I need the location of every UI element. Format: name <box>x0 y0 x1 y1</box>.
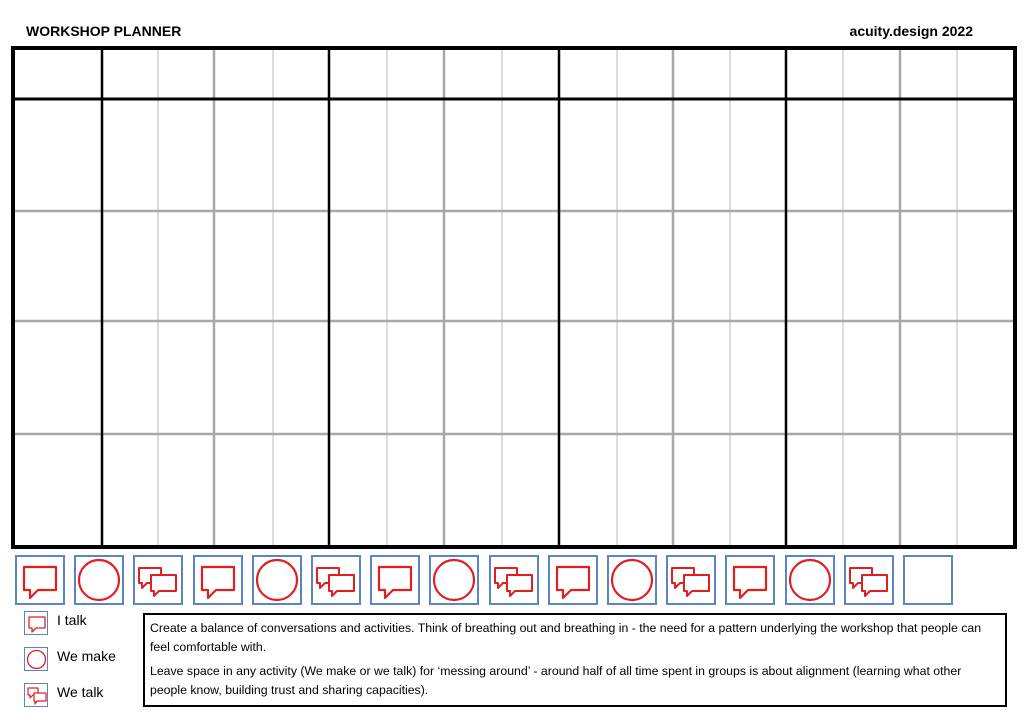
legend-item-i-talk <box>24 611 154 635</box>
activity-chip-i-talk[interactable] <box>725 555 775 605</box>
speech-bubble-icon <box>24 611 48 635</box>
activity-chip-we-talk[interactable] <box>311 555 361 605</box>
activity-chip-we-make[interactable] <box>429 555 479 605</box>
activity-chip-we-make[interactable] <box>252 555 302 605</box>
legend-label: We talk <box>57 684 104 700</box>
activity-chip-blank[interactable] <box>903 555 953 605</box>
grid-frame <box>13 48 1015 547</box>
note-paragraph: Leave space in any activity (We make or we talk) for ‘messing around’ - around half of all time spent in groups is about alignment (learning what other people know, building trust and sharing capacities). <box>150 664 962 697</box>
activity-chip-we-talk[interactable] <box>666 555 716 605</box>
activity-chip-i-talk[interactable] <box>548 555 598 605</box>
activity-chip-we-make[interactable] <box>785 555 835 605</box>
activity-chip-i-talk[interactable] <box>15 555 65 605</box>
guidance-note <box>143 613 1007 707</box>
activity-chip-i-talk[interactable] <box>370 555 420 605</box>
activity-chip-we-talk[interactable] <box>489 555 539 605</box>
note-paragraph: Create a balance of conversations and activities. Think of breathing out and breathing in - the need for a pattern underlying the workshop that people can feel comfortable with. <box>150 621 982 654</box>
circle-icon <box>24 647 48 671</box>
page-title: WORKSHOP PLANNER <box>26 23 182 39</box>
activity-chip-i-talk[interactable] <box>193 555 243 605</box>
legend-item-we-make <box>24 647 154 671</box>
legend-label: I talk <box>57 612 87 628</box>
activity-chip-we-make[interactable] <box>607 555 657 605</box>
brand-label: acuity.design 2022 <box>849 23 973 39</box>
activity-chip-we-talk[interactable] <box>133 555 183 605</box>
activity-chip-we-make[interactable] <box>74 555 124 605</box>
legend-item-we-talk <box>24 683 154 707</box>
activity-chip-we-talk[interactable] <box>844 555 894 605</box>
legend-label: We make <box>57 648 116 664</box>
double-speech-bubble-icon <box>24 683 48 707</box>
